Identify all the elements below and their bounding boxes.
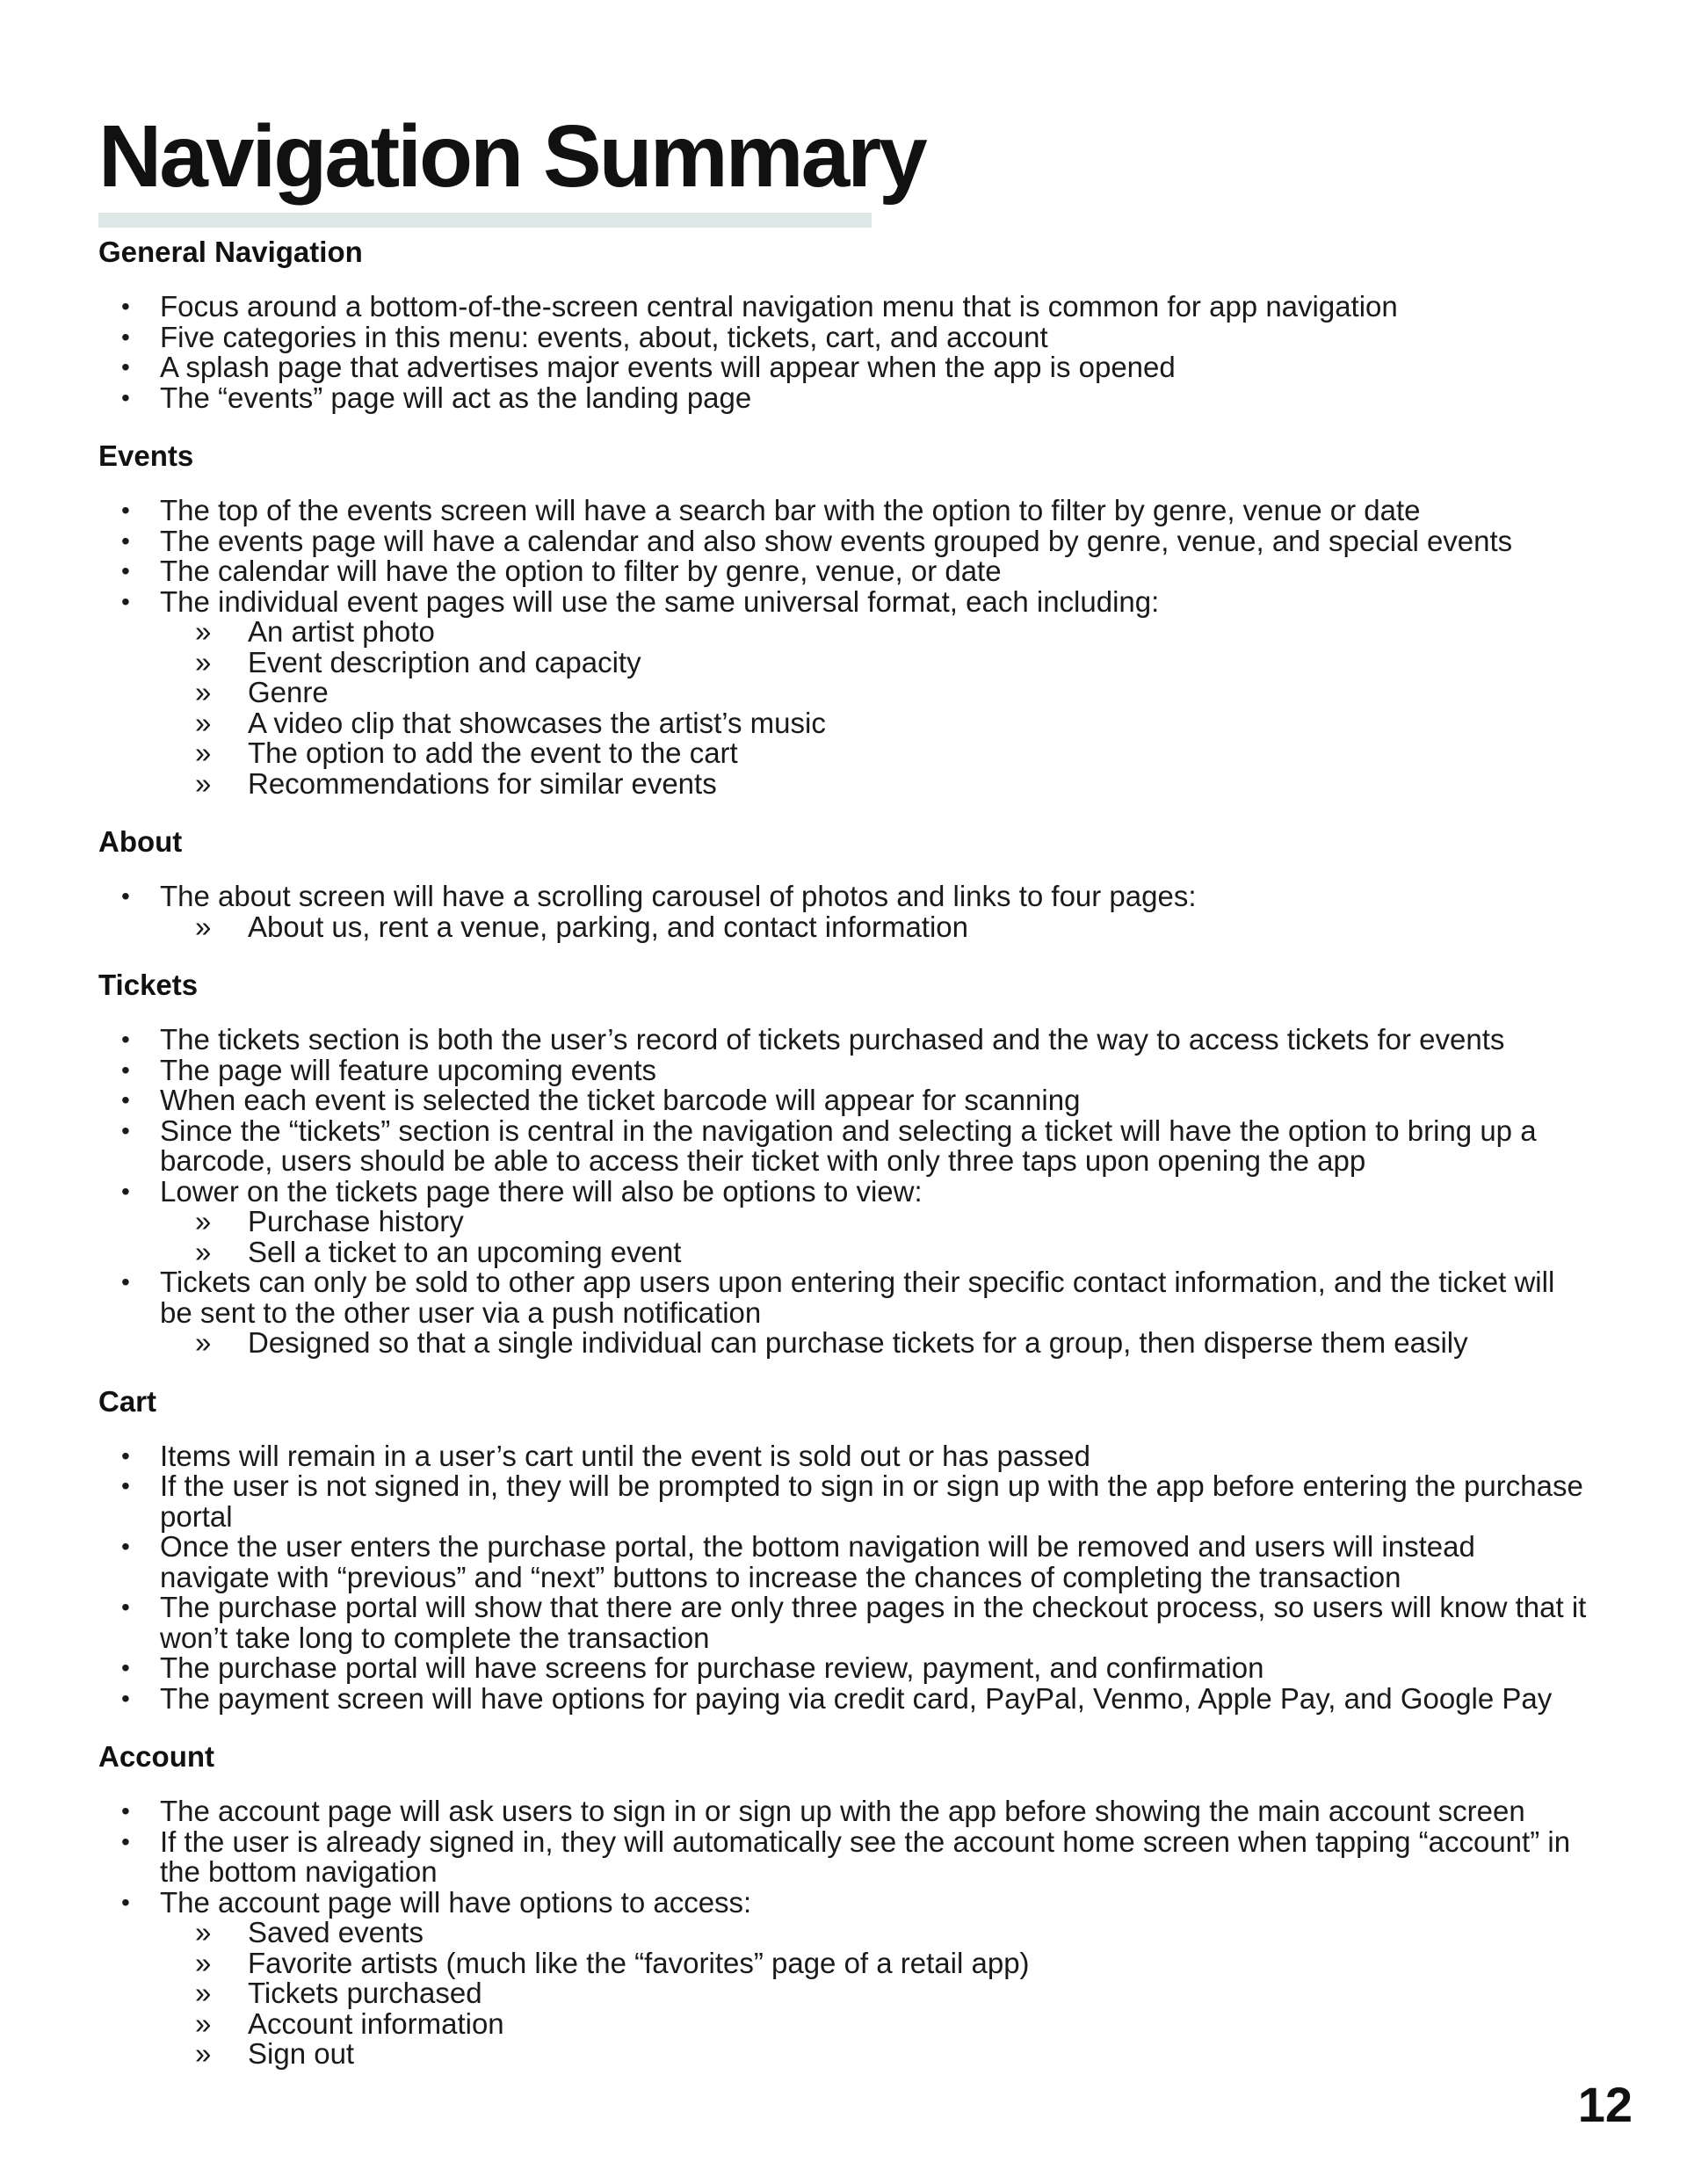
- sub-list-item-text: The option to add the event to the cart: [248, 736, 738, 769]
- bullet-marker: •: [121, 1533, 130, 1560]
- sub-list-item: [98, 2006, 1592, 2040]
- sub-list-item-text: Favorite artists (much like the “favorites” page of a retail app): [248, 1946, 1030, 1979]
- sub-list-item-text: Designed so that a single individual can purchase tickets for a group, then disperse them easily: [248, 1326, 1468, 1359]
- sub-list: [160, 912, 1592, 943]
- list-item-text: Tickets can only be sold to other app users upon entering their specific contact information, and the ticket will be sent to the other user via a push notification: [160, 1266, 1555, 1329]
- list-item-text: A splash page that advertises major events will appear when the app is opened: [160, 351, 1176, 383]
- bullet-marker: •: [121, 353, 130, 381]
- list-item-text: Focus around a bottom-of-the-screen central navigation menu that is common for app navigation: [160, 290, 1398, 323]
- list-item: [98, 556, 1592, 587]
- sub-bullet-marker: »: [195, 2006, 212, 2040]
- bullet-marker: •: [121, 1472, 130, 1499]
- list-item-text: The payment screen will have options for paying via credit card, PayPal, Venmo, Apple Pay, and Google Pay: [160, 1681, 1553, 1715]
- list-item: [98, 526, 1592, 557]
- list-item: [98, 1441, 1592, 1472]
- sub-list-item-text: Tickets purchased: [248, 1977, 482, 2009]
- list-item: [98, 1532, 1592, 1593]
- section-heading: About: [98, 825, 183, 858]
- list-item-text: Lower on the tickets page there will also be options to view:: [160, 1174, 923, 1208]
- list-item-text: The account page will ask users to sign in or sign up with the app before showing the main account screen: [160, 1795, 1525, 1827]
- list-item-text: The purchase portal will show that there are only three pages in the checkout process, so users will know that it won’t take long to complete the transaction: [160, 1591, 1587, 1654]
- sub-bullet-marker: »: [195, 1977, 212, 2009]
- list-item-text: Once the user enters the purchase portal, the bottom navigation will be removed and users will instead navigate with “previous” and “next” buttons to increase the chances of completing the transaction: [160, 1530, 1475, 1593]
- bullet-marker: •: [121, 1654, 130, 1681]
- list-item: [98, 1267, 1592, 1359]
- sub-list-item: [98, 912, 1592, 943]
- sub-list-item: [98, 2039, 1592, 2070]
- bullet-list: [98, 1025, 1592, 1359]
- sub-list-item: [98, 1978, 1592, 2009]
- list-item: [98, 496, 1592, 526]
- sub-list-item: [98, 678, 1592, 708]
- list-item-text: When each event is selected the ticket barcode will appear for scanning: [160, 1084, 1081, 1116]
- list-item-text: Items will remain in a user’s cart until the event is sold out or has passed: [160, 1439, 1090, 1472]
- bullet-marker: •: [121, 383, 130, 411]
- sub-bullet-marker: »: [195, 1916, 212, 1948]
- sub-list: [160, 1207, 1592, 1267]
- bullet-marker: •: [121, 1888, 130, 1916]
- bullet-marker: •: [121, 293, 130, 320]
- page-title: Navigation Summary: [98, 107, 925, 206]
- sub-list-item-text: Sell a ticket to an upcoming event: [248, 1235, 682, 1268]
- bullet-marker: •: [121, 1827, 130, 1855]
- sub-bullet-marker: »: [195, 1205, 212, 1237]
- sub-list-item-text: About us, rent a venue, parking, and contact information: [248, 910, 969, 943]
- list-item-text: The events page will have a calendar and also show events grouped by genre, venue, and special events: [160, 524, 1513, 557]
- sub-bullet-marker: »: [195, 2037, 212, 2070]
- bullet-marker: •: [121, 1116, 130, 1144]
- sub-list-item: [98, 1948, 1592, 1979]
- list-item: [98, 1025, 1592, 1056]
- bullet-marker: •: [121, 1026, 130, 1053]
- section-heading: Tickets: [98, 969, 199, 1001]
- sub-list-item-text: Sign out: [248, 2037, 355, 2070]
- bullet-marker: •: [121, 497, 130, 524]
- section-heading: Events: [98, 439, 194, 472]
- bullet-marker: •: [121, 526, 130, 555]
- list-item: [98, 1681, 1592, 1715]
- title-underline-rule: [98, 213, 872, 228]
- bullet-marker: •: [121, 1593, 130, 1621]
- list-item-text: The account page will have options to access:: [160, 1885, 752, 1919]
- sub-bullet-marker: »: [195, 1235, 212, 1268]
- section-heading: Cart: [98, 1384, 157, 1418]
- bullet-marker: •: [121, 1684, 130, 1712]
- sub-list: [160, 1918, 1592, 2070]
- list-item-text: The individual event pages will use the same universal format, each including:: [160, 584, 1160, 618]
- sub-list-item-text: Event description and capacity: [248, 645, 641, 678]
- list-item-text: The page will feature upcoming events: [160, 1053, 656, 1086]
- list-item-text: If the user is already signed in, they will automatically see the account home screen when tapping “account” in the bottom navigation: [160, 1825, 1571, 1888]
- sub-list: [160, 1328, 1592, 1359]
- list-item: [98, 383, 1592, 414]
- bullet-list: [98, 882, 1592, 942]
- list-item-text: The top of the events screen will have a search bar with the option to filter by genre, venue or date: [160, 494, 1421, 526]
- bullet-marker: •: [121, 323, 130, 351]
- bullet-marker: •: [121, 882, 130, 910]
- sub-list-item: [98, 1207, 1592, 1237]
- list-item: [98, 292, 1592, 323]
- page-number: 12: [1577, 2077, 1633, 2132]
- bullet-list: [98, 496, 1592, 799]
- list-item-text: The about screen will have a scrolling carousel of photos and links to four pages:: [160, 880, 1197, 912]
- document-content: [98, 232, 1592, 2093]
- list-item: [98, 1593, 1592, 1653]
- list-item-text: The purchase portal will have screens for purchase review, payment, and confirmation: [160, 1651, 1264, 1684]
- list-item: [98, 1085, 1592, 1116]
- sub-bullet-marker: »: [195, 645, 212, 678]
- sub-list-item-text: Genre: [248, 676, 329, 708]
- bullet-marker: •: [121, 1056, 130, 1084]
- list-item: [98, 1053, 1592, 1086]
- list-item-text: Five categories in this menu: events, about, tickets, cart, and account: [160, 320, 1048, 353]
- list-item-text: The tickets section is both the user’s record of tickets purchased and the way to access tickets for events: [160, 1023, 1505, 1056]
- list-item: [98, 1471, 1592, 1532]
- bullet-list: [98, 1796, 1592, 2070]
- list-item: [98, 1885, 1592, 2070]
- list-item-text: If the user is not signed in, they will be prompted to sign in or sign up with the app before entering the purchase portal: [160, 1469, 1583, 1533]
- sub-bullet-marker: »: [195, 736, 212, 769]
- sub-list-item: [98, 1328, 1592, 1359]
- list-item: [98, 352, 1592, 383]
- bullet-marker: •: [121, 1441, 130, 1469]
- list-item: [98, 1796, 1592, 1827]
- sub-bullet-marker: »: [195, 615, 212, 648]
- sub-list-item: [98, 645, 1592, 678]
- section-heading: Account: [98, 1740, 214, 1773]
- list-item-text: The “events” page will act as the landing page: [160, 381, 752, 414]
- bullet-list: [98, 292, 1592, 413]
- list-item: [98, 584, 1592, 800]
- sub-list-item-text: A video clip that showcases the artist’s music: [248, 706, 826, 739]
- sub-list-item: [98, 738, 1592, 769]
- bullet-list: [98, 1441, 1592, 1715]
- sub-bullet-marker: »: [195, 766, 212, 800]
- list-item: [98, 1116, 1592, 1177]
- list-item: [98, 320, 1592, 353]
- bullet-marker: •: [121, 557, 130, 584]
- list-item: [98, 1174, 1592, 1268]
- bullet-marker: •: [121, 1177, 130, 1205]
- bullet-marker: •: [121, 1086, 130, 1114]
- sub-list-item-text: Saved events: [248, 1916, 424, 1948]
- sub-bullet-marker: »: [195, 676, 212, 708]
- section-heading: General Navigation: [98, 236, 363, 268]
- list-item-text: The calendar will have the option to filter by genre, venue, or date: [160, 555, 1002, 587]
- sub-bullet-marker: »: [195, 706, 212, 739]
- sub-list-item: [98, 708, 1592, 739]
- list-item-text: Since the “tickets” section is central in the navigation and selecting a ticket will have the option to bring up a barcode, users should be able to access their ticket with only three taps upon opening the app: [160, 1114, 1537, 1177]
- sub-list-item: [98, 1237, 1592, 1268]
- bullet-marker: •: [121, 1268, 130, 1295]
- sub-list-item-text: An artist photo: [248, 615, 435, 648]
- sub-list-item-text: Recommendations for similar events: [248, 766, 717, 800]
- sub-bullet-marker: »: [195, 1946, 212, 1979]
- sub-bullet-marker: »: [195, 910, 212, 943]
- sub-list-item-text: Account information: [248, 2006, 504, 2040]
- sub-list-item-text: Purchase history: [248, 1205, 464, 1237]
- list-item: [98, 1827, 1592, 1888]
- sub-list: [160, 617, 1592, 799]
- sub-list-item: [98, 617, 1592, 648]
- sub-list-item: [98, 1918, 1592, 1948]
- sub-list-item: [98, 766, 1592, 800]
- list-item: [98, 1653, 1592, 1684]
- bullet-marker: •: [121, 1797, 130, 1825]
- sub-bullet-marker: »: [195, 1326, 212, 1359]
- list-item: [98, 882, 1592, 942]
- bullet-marker: •: [121, 587, 130, 615]
